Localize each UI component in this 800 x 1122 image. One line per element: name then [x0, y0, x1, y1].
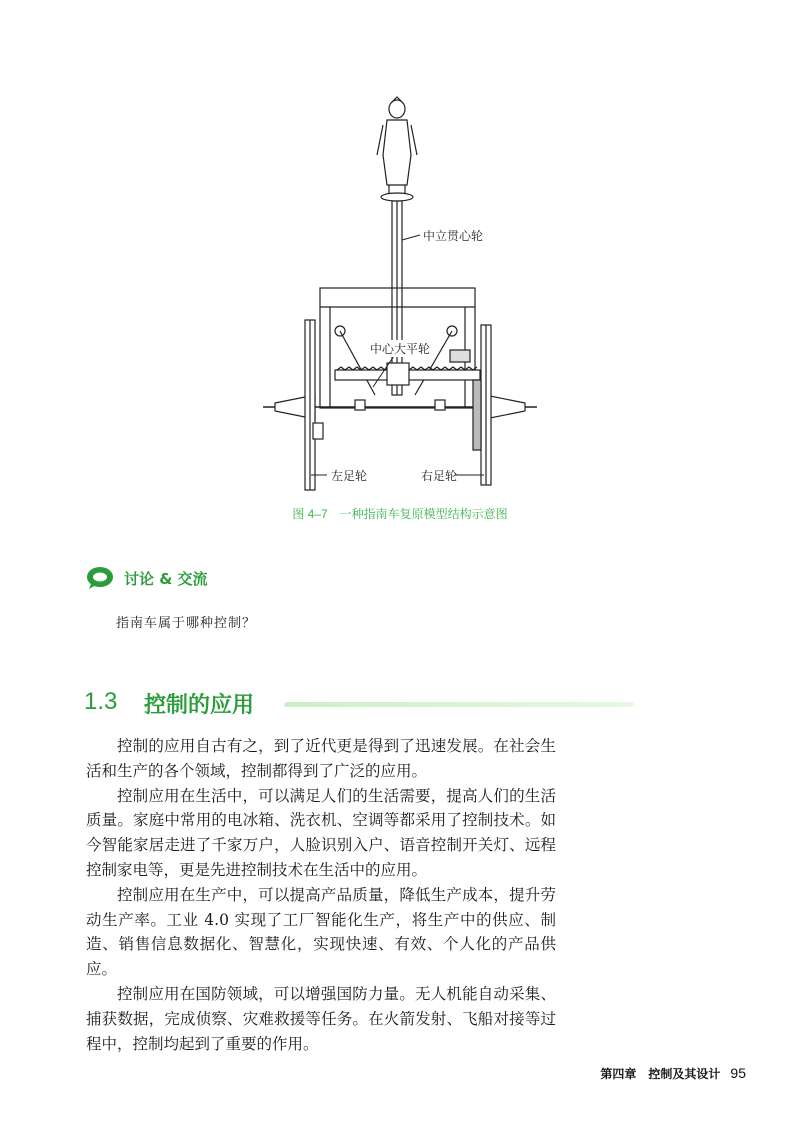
- chariot-diagram: [255, 95, 545, 495]
- body-text: [86, 734, 556, 1056]
- paragraph: 控制应用在国防领域，可以增强国防力量。无人机能自动采集、捕获数据，完成侦察、灾难救援等任务。在火箭发射、飞船对接等过程中，控制均起到了重要的作用。: [86, 984, 556, 1053]
- discussion-header: [86, 566, 208, 590]
- paragraph: 控制应用在生产中，可以提高产品质量，降低生产成本，提升劳动生产率。工业 4.0 实现了工厂智能化生产，将生产中的供应、制造、销售信息数据化、智慧化，实现快速、有效、个人化的产品供应。: [86, 885, 556, 979]
- section-header: [84, 688, 564, 722]
- label-right-wheel: 右足轮: [421, 469, 458, 483]
- page-footer: [600, 1065, 746, 1082]
- figure-caption: 图 4–7 一种指南车复原模型结构示意图: [292, 507, 508, 521]
- section-divider: [284, 702, 634, 707]
- section-number: 1.3: [84, 688, 118, 715]
- chapter-title: 第四章 控制及其设计: [600, 1067, 721, 1081]
- paragraph: 控制应用在生活中，可以满足人们的生活需要，提高人们的生活质量。家庭中常用的电冰箱、洗衣机、空调等都采用了控制技术。如今智能家居走进了千家万户，人脸识别入户、语音控制开关灯、远程控制家电等，更是先进控制技术在生活中的应用。: [86, 786, 556, 879]
- discussion-question: 指南车属于哪种控制？: [116, 616, 257, 631]
- discussion-title: 讨论 & 交流: [124, 569, 208, 588]
- page-number: 95: [730, 1065, 746, 1081]
- label-center-shaft: 中立贯心轮: [423, 229, 484, 243]
- south-pointing-chariot-figure: [255, 95, 545, 495]
- section-title: 控制的应用: [144, 693, 255, 718]
- label-center-wheel: 中心大平轮: [370, 342, 431, 356]
- speech-bubble-icon: [86, 566, 114, 590]
- paragraph: 控制的应用自古有之，到了近代更是得到了迅速发展。在社会生活和生产的各个领域，控制都得到了广泛的应用。: [86, 737, 556, 780]
- label-left-wheel: 左足轮: [331, 469, 368, 483]
